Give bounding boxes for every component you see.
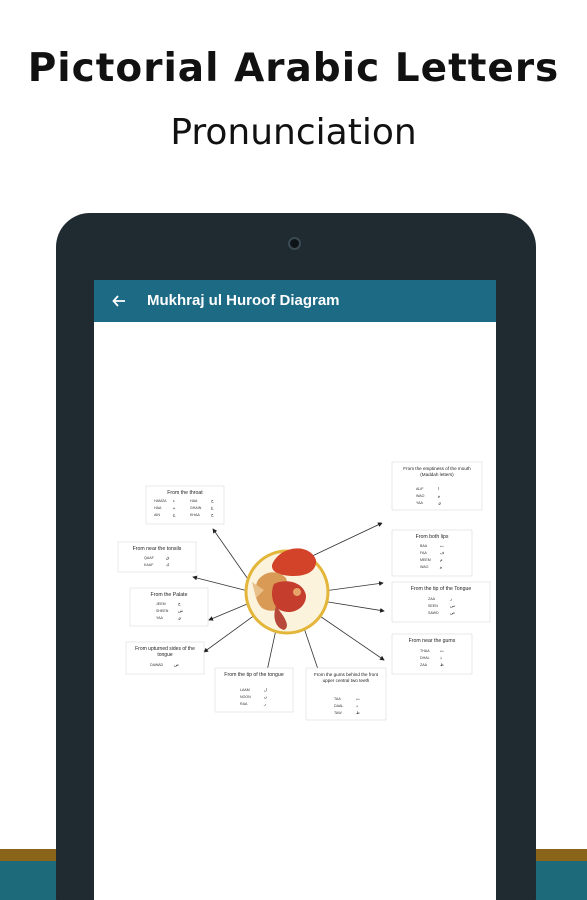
box-tip-of-tongue-row-1-letter: ز bbox=[450, 596, 453, 601]
box-both-lips-row-2-letter: ف bbox=[440, 550, 445, 555]
box-palate-row-2-letter: ش bbox=[178, 608, 184, 613]
box-near-the-gums bbox=[392, 634, 472, 674]
box-tip-of-tongue-title: From the tip of the Tongue bbox=[410, 586, 472, 592]
box-tongue-tip-lower bbox=[215, 668, 293, 712]
box-tongue-tip-lower-row-1-letter: ل bbox=[264, 687, 268, 692]
box-throat-row-1-name-a: HAMZA bbox=[154, 499, 167, 503]
box-palate-title: From the Palate bbox=[150, 592, 188, 598]
box-tonsils-title: From near the tonsils bbox=[132, 546, 182, 552]
tablet-frame bbox=[56, 213, 536, 900]
box-throat-row-1-letter-b: ح bbox=[211, 498, 214, 503]
decorative-band-right-teal bbox=[536, 861, 587, 900]
box-tongue-tip-lower-title: From the tip of the tongue bbox=[224, 672, 284, 678]
box-tonsils-row-2-letter: ك bbox=[166, 562, 170, 567]
box-near-the-gums-row-2-letter: ذ bbox=[440, 655, 442, 660]
box-emptiness-of-mouth-row-1-letter: ا bbox=[438, 486, 440, 491]
box-tonsils-row-1-name: QAAF bbox=[144, 556, 154, 560]
box-near-the-gums-row-3-letter: ظ bbox=[440, 662, 444, 667]
box-palate-row-1-name: JEEM bbox=[156, 602, 166, 606]
box-near-the-gums-row-1-letter: ث bbox=[440, 648, 444, 653]
box-tongue-sides-row-1-letter: ض bbox=[174, 662, 180, 667]
box-gums-behind-teeth-row-1-letter: ت bbox=[356, 696, 360, 701]
box-tongue-tip-lower-row-3-name: RAA bbox=[240, 702, 248, 706]
box-near-the-gums-row-3-name: ZAA bbox=[420, 663, 427, 667]
box-emptiness-of-mouth-row-2-letter: و bbox=[438, 493, 441, 498]
box-palate bbox=[130, 588, 208, 626]
box-near-the-gums-row-1-name: THAA bbox=[420, 649, 430, 653]
decorative-band-left-teal bbox=[0, 861, 56, 900]
box-palate-row-1-letter: ج bbox=[178, 601, 181, 606]
box-tip-of-tongue bbox=[392, 582, 490, 622]
box-gums-behind-teeth-row-3-letter: ط bbox=[356, 710, 360, 715]
box-tongue-sides-title: From upturned sides of the tongue bbox=[135, 646, 195, 658]
box-throat-row-3-letter-a: ع bbox=[173, 512, 176, 517]
box-near-the-gums-row-2-name: DHAL bbox=[420, 656, 430, 660]
box-gums-behind-teeth-row-3-name: TAW bbox=[334, 711, 342, 715]
box-tip-of-tongue-row-2-name: SEEN bbox=[428, 604, 438, 608]
box-palate-row-2-name: SHEEN bbox=[156, 609, 169, 613]
box-both-lips bbox=[392, 530, 472, 576]
decorative-band-left-gold bbox=[0, 849, 56, 861]
box-tonsils bbox=[118, 542, 196, 572]
camera-icon bbox=[288, 237, 301, 250]
box-both-lips-row-3-name: MEEM bbox=[420, 558, 431, 562]
box-tongue-tip-lower-row-2-letter: ن bbox=[264, 694, 268, 699]
promo-title: Pictorial Arabic Letters bbox=[27, 46, 560, 91]
box-gums-behind-teeth-row-2-letter: د bbox=[356, 703, 358, 708]
box-emptiness-of-mouth bbox=[392, 462, 482, 510]
decorative-band-right-gold bbox=[536, 849, 587, 861]
box-throat-row-1-name-b: HAA bbox=[190, 499, 198, 503]
box-tongue-sides bbox=[126, 642, 204, 674]
box-tongue-tip-lower-row-1-name: LAAM bbox=[240, 688, 250, 692]
box-both-lips-row-3-letter: م bbox=[440, 557, 443, 562]
box-tongue-tip-lower-row-3-letter: ر bbox=[264, 701, 267, 706]
box-both-lips-row-1-name: BAA bbox=[420, 544, 428, 548]
box-tip-of-tongue-row-1-name: ZAA bbox=[428, 597, 435, 601]
box-both-lips-row-4-letter: و bbox=[440, 564, 443, 569]
box-palate-row-3-letter: ي bbox=[178, 615, 182, 620]
box-throat-title: From the throat bbox=[167, 490, 203, 496]
box-near-the-gums-title: From near the gums bbox=[408, 638, 456, 644]
box-tongue-sides-row-1-name: DAWAD bbox=[150, 663, 164, 667]
promo-subtitle: Pronunciation bbox=[170, 112, 417, 153]
box-emptiness-of-mouth-row-2-name: WAO bbox=[416, 494, 425, 498]
box-throat-row-2-name-a: HAA bbox=[154, 506, 162, 510]
box-both-lips-row-1-letter: ب bbox=[440, 543, 444, 548]
box-throat-row-3-letter-b: خ bbox=[211, 512, 214, 517]
box-throat bbox=[146, 486, 224, 524]
box-throat-row-2-letter-b: غ bbox=[211, 505, 214, 510]
box-gums-behind-teeth bbox=[306, 668, 386, 720]
box-emptiness-of-mouth-title: From the emptiness of the mouth (Maddah letters) bbox=[403, 466, 471, 477]
box-emptiness-of-mouth-row-3-letter: ي bbox=[438, 500, 442, 505]
box-tip-of-tongue-row-2-letter: س bbox=[450, 603, 456, 608]
box-emptiness-of-mouth-row-1-name: ALIF bbox=[416, 487, 424, 491]
box-throat-row-1-letter-a: ء bbox=[173, 498, 175, 503]
box-both-lips-row-2-name: FAA bbox=[420, 551, 427, 555]
box-tonsils-row-2-name: KAAF bbox=[144, 563, 154, 567]
mukhraj-diagram bbox=[94, 280, 496, 900]
box-throat-row-2-letter-a: ه bbox=[173, 505, 176, 510]
app-screen bbox=[94, 280, 496, 900]
box-throat-row-3-name-b: KHAA bbox=[190, 513, 200, 517]
box-gums-behind-teeth-row-1-name: TAA bbox=[334, 697, 341, 701]
mouth-diagram-illustration bbox=[246, 548, 328, 633]
box-both-lips-title: From both lips bbox=[415, 534, 449, 540]
box-tip-of-tongue-row-3-name: SAWD bbox=[428, 611, 439, 615]
box-gums-behind-teeth-title: From the gums behind the front upper central two teeth bbox=[313, 672, 379, 683]
app-title: Mukhraj ul Huroof Diagram bbox=[147, 292, 340, 309]
box-gums-behind-teeth-row-2-name: DAAL bbox=[334, 704, 344, 708]
box-tip-of-tongue-row-3-letter: ص bbox=[450, 610, 456, 615]
box-tonsils-row-1-letter: ق bbox=[166, 555, 170, 560]
box-both-lips-row-4-name: WAO bbox=[420, 565, 429, 569]
box-emptiness-of-mouth-row-3-name: YAA bbox=[416, 501, 423, 505]
box-tongue-tip-lower-row-2-name: NOON bbox=[240, 695, 251, 699]
box-throat-row-2-name-b: GHAIN bbox=[190, 506, 202, 510]
box-palate-row-3-name: YAA bbox=[156, 616, 163, 620]
box-throat-row-3-name-a: AIN bbox=[154, 513, 160, 517]
